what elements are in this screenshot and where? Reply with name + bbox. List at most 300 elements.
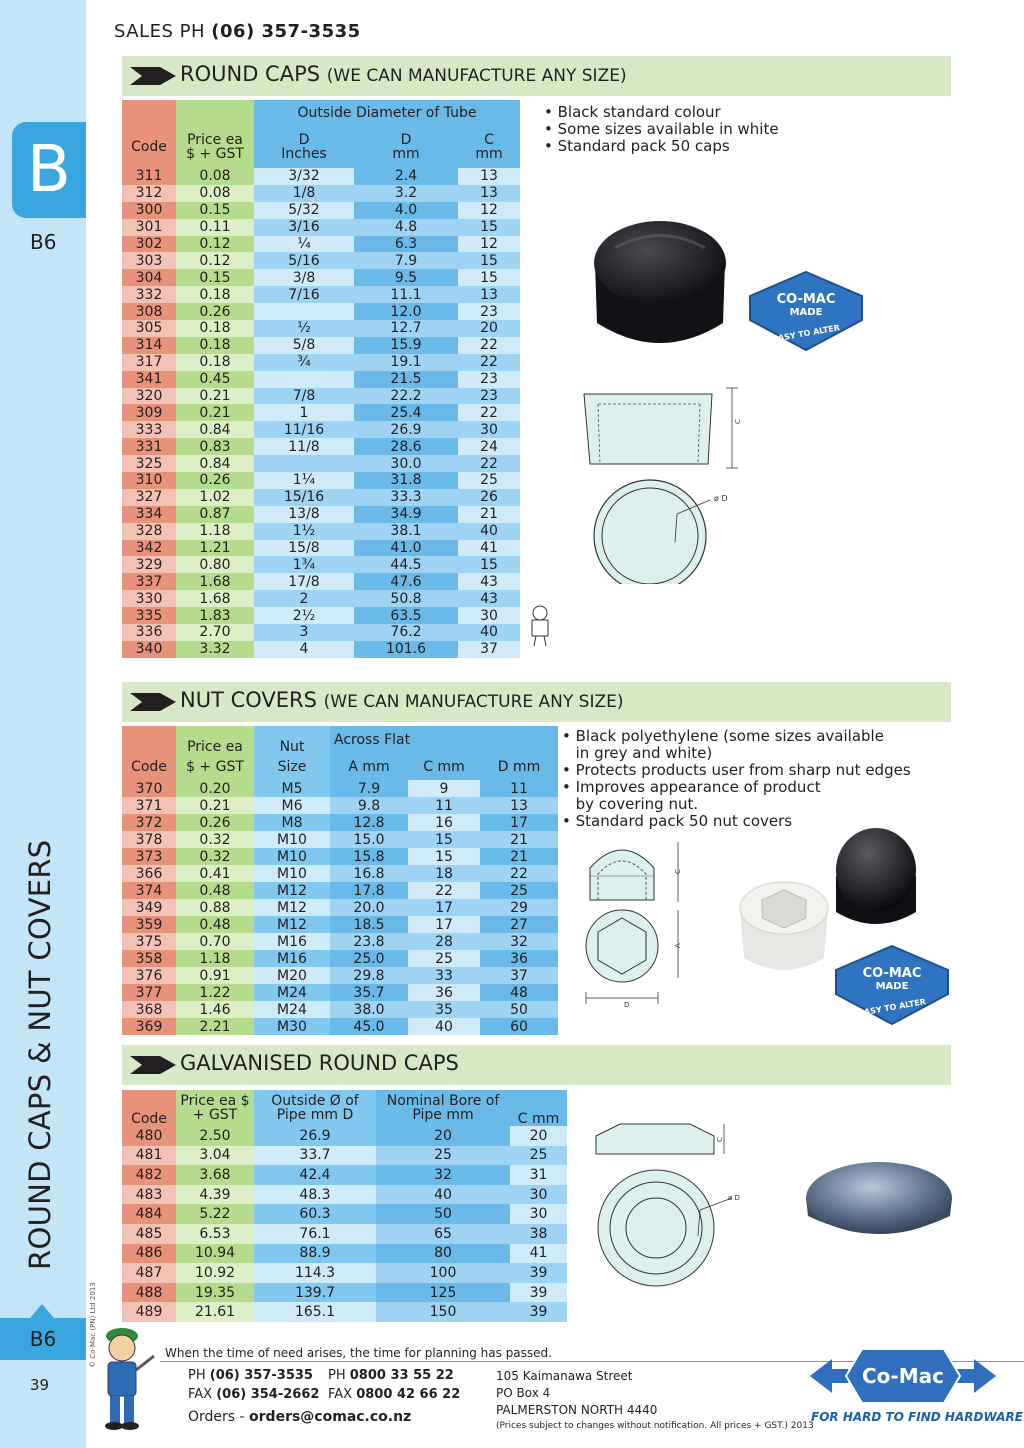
cell: 40 <box>376 1185 510 1205</box>
page-code-bottom: B6 <box>0 1318 86 1360</box>
cell: 11 <box>480 780 558 797</box>
table-row <box>122 814 558 831</box>
table-row <box>122 371 520 388</box>
cell: 374 <box>122 882 176 899</box>
galvanised-cap-photo <box>804 1158 954 1248</box>
cell: 35 <box>408 1001 480 1018</box>
cell: 328 <box>122 523 176 540</box>
cell: 0.84 <box>176 421 254 438</box>
cell: 38.0 <box>330 1001 408 1018</box>
cell: 0.83 <box>176 438 254 455</box>
cell: 22 <box>458 404 520 421</box>
cell: 28 <box>408 933 480 950</box>
round-caps-title: ROUND CAPS (WE CAN MANUFACTURE ANY SIZE) <box>180 62 627 86</box>
table-row <box>122 933 558 950</box>
cell: 6.3 <box>354 236 458 253</box>
cell: 22 <box>458 455 520 472</box>
round-caps-header <box>122 56 951 96</box>
header-c-mm: C mm <box>458 126 520 168</box>
arrow-right-icon <box>130 693 176 711</box>
cell: 37 <box>458 641 520 658</box>
cell: 310 <box>122 472 176 489</box>
cell: 37 <box>480 967 558 984</box>
table-row <box>122 219 520 236</box>
cell: 3.32 <box>176 641 254 658</box>
cell: 480 <box>122 1126 176 1146</box>
cell: 0.70 <box>176 933 254 950</box>
cell: 0.12 <box>176 252 254 269</box>
cell: 25.4 <box>354 404 458 421</box>
cell: 4.8 <box>354 219 458 236</box>
cell: 5.22 <box>176 1204 254 1224</box>
table-row <box>122 506 520 523</box>
cell: 36 <box>408 984 480 1001</box>
comac-made-badge <box>748 270 864 352</box>
table-row <box>122 1244 567 1264</box>
cell: 329 <box>122 556 176 573</box>
cell: 165.1 <box>254 1302 376 1322</box>
cell: 0.26 <box>176 303 254 320</box>
cell: 41 <box>458 540 520 557</box>
cell: 487 <box>122 1263 176 1283</box>
black-nut-cover-photo <box>832 826 920 930</box>
cell: 33 <box>408 967 480 984</box>
table-row <box>122 472 520 489</box>
bullet: • Protects products user from sharp nut edges <box>562 761 911 779</box>
cell: 376 <box>122 967 176 984</box>
cell: 0.15 <box>176 202 254 219</box>
cell: 12 <box>458 202 520 219</box>
cell: 23 <box>458 303 520 320</box>
cell: 63.5 <box>354 607 458 624</box>
header-code: Code <box>122 754 176 780</box>
cell: 13/8 <box>254 506 354 523</box>
round-caps-table <box>122 100 520 658</box>
cell: 314 <box>122 337 176 354</box>
cell: 31.8 <box>354 472 458 489</box>
cell: 41 <box>510 1244 567 1264</box>
table-row <box>122 1165 567 1185</box>
cell: 35.7 <box>330 984 408 1001</box>
cell: 0.12 <box>176 236 254 253</box>
cell: M12 <box>254 882 330 899</box>
table-row <box>122 236 520 253</box>
table-row <box>122 984 558 1001</box>
table-row <box>122 404 520 421</box>
cell: 10.92 <box>176 1263 254 1283</box>
table-row <box>122 1001 558 1018</box>
cell: 15 <box>408 848 480 865</box>
cell: 305 <box>122 320 176 337</box>
nut-cover-diagram <box>582 838 692 1008</box>
cell: 11/16 <box>254 421 354 438</box>
cell: 303 <box>122 252 176 269</box>
cell: M24 <box>254 1001 330 1018</box>
cell: 33.7 <box>254 1146 376 1166</box>
cell: M16 <box>254 950 330 967</box>
cell: 0.26 <box>176 814 254 831</box>
table-row <box>122 303 520 320</box>
cell: 309 <box>122 404 176 421</box>
cell: 45.0 <box>330 1018 408 1035</box>
cell: 0.15 <box>176 269 254 286</box>
table-row <box>122 1302 567 1322</box>
cell: 17 <box>408 899 480 916</box>
table-row <box>122 641 520 658</box>
cell: 125 <box>376 1283 510 1303</box>
svg-text:D: D <box>624 1001 630 1008</box>
cell <box>254 303 354 320</box>
cell: 50 <box>376 1204 510 1224</box>
cell: 0.18 <box>176 337 254 354</box>
cell: 20 <box>510 1126 567 1146</box>
cell: 88.9 <box>254 1244 376 1264</box>
table-row <box>122 388 520 405</box>
table-row <box>122 624 520 641</box>
bullet: • Standard pack 50 caps <box>544 137 730 155</box>
table-row <box>122 252 520 269</box>
header-price: Price ea $ + GST <box>176 1090 254 1126</box>
cell: 0.84 <box>176 455 254 472</box>
cell: M30 <box>254 1018 330 1035</box>
header-d-mm: D mm <box>480 754 558 780</box>
cell: 50.8 <box>354 590 458 607</box>
cell: 484 <box>122 1204 176 1224</box>
cell: 342 <box>122 540 176 557</box>
cell: 7.9 <box>330 780 408 797</box>
svg-text:C: C <box>716 1137 724 1142</box>
cell: 3/16 <box>254 219 354 236</box>
cell: 3.04 <box>176 1146 254 1166</box>
table-row <box>122 523 520 540</box>
comac-made-badge <box>834 944 950 1026</box>
cell: 330 <box>122 590 176 607</box>
cell: 60 <box>480 1018 558 1035</box>
cell: 3/8 <box>254 269 354 286</box>
svg-text:C: C <box>734 419 742 424</box>
header-price2: $ + GST <box>176 754 254 780</box>
galvanised-cap-diagram <box>590 1118 750 1298</box>
cell: 300 <box>122 202 176 219</box>
cell: 17.8 <box>330 882 408 899</box>
sales-phone-number: (06) 357-3535 <box>211 21 361 42</box>
table-row <box>122 1126 567 1146</box>
cell: 17 <box>480 814 558 831</box>
cell: 2 <box>254 590 354 607</box>
cell: 0.88 <box>176 899 254 916</box>
table-row <box>122 202 520 219</box>
cell: 375 <box>122 933 176 950</box>
cell: 1/8 <box>254 185 354 202</box>
cell: 2.50 <box>176 1126 254 1146</box>
cell: ¼ <box>254 236 354 253</box>
cell: 25 <box>376 1146 510 1166</box>
sales-phone <box>114 21 361 42</box>
table-row <box>122 354 520 371</box>
cell: 15 <box>458 219 520 236</box>
cell: 100 <box>376 1263 510 1283</box>
header-price: Price ea $ + GST <box>176 126 254 168</box>
cell: 1.02 <box>176 489 254 506</box>
cell: 15 <box>458 556 520 573</box>
cell: 18.5 <box>330 916 408 933</box>
cell: 334 <box>122 506 176 523</box>
sales-label: SALES PH <box>114 21 212 42</box>
table-row <box>122 1146 567 1166</box>
cell: 483 <box>122 1185 176 1205</box>
cell: 32 <box>480 933 558 950</box>
cell: 373 <box>122 848 176 865</box>
cell: 43 <box>458 573 520 590</box>
cell: 0.80 <box>176 556 254 573</box>
cell: 0.48 <box>176 882 254 899</box>
cell: 0.08 <box>176 168 254 185</box>
cell: 31 <box>510 1165 567 1185</box>
round-cap-photo <box>585 218 735 353</box>
header-nut2: Size <box>254 754 330 780</box>
copyright: © Co-Mac (PN) Ltd 2013 <box>89 1282 97 1368</box>
cell: 6.53 <box>176 1224 254 1244</box>
cell: 9.8 <box>330 797 408 814</box>
cell: 21.5 <box>354 371 458 388</box>
header-nominal-bore: Nominal Bore of Pipe mm <box>376 1090 510 1126</box>
cell: 38 <box>510 1224 567 1244</box>
cell: 19.1 <box>354 354 458 371</box>
cell: 9 <box>408 780 480 797</box>
cell: 1.83 <box>176 607 254 624</box>
cell: M8 <box>254 814 330 831</box>
cell: 486 <box>122 1244 176 1264</box>
cell: 40 <box>458 523 520 540</box>
svg-text:MADE: MADE <box>875 981 909 992</box>
cell: 0.20 <box>176 780 254 797</box>
cell: 10.94 <box>176 1244 254 1264</box>
cell: 25 <box>408 950 480 967</box>
cell: 369 <box>122 1018 176 1035</box>
cell: 22 <box>480 865 558 882</box>
cell: 0.21 <box>176 388 254 405</box>
cell: 312 <box>122 185 176 202</box>
phone: PH (06) 357-3535 <box>188 1368 313 1383</box>
nut-covers-bullets <box>562 728 911 830</box>
cell: 12.7 <box>354 320 458 337</box>
comac-logo <box>810 1345 996 1407</box>
table-row <box>122 797 558 814</box>
bullet: • Some sizes available in white <box>544 120 779 138</box>
table-row <box>122 882 558 899</box>
header-outside-diameter: Outside Diameter of Tube <box>254 100 520 126</box>
cell: 50 <box>480 1001 558 1018</box>
cell: 308 <box>122 303 176 320</box>
cell: 1.21 <box>176 540 254 557</box>
cell: 1.22 <box>176 984 254 1001</box>
section-tab: B <box>12 122 86 218</box>
cell: 13 <box>458 185 520 202</box>
page-number: 39 <box>30 1376 50 1394</box>
cell: 36 <box>480 950 558 967</box>
cell: 301 <box>122 219 176 236</box>
table-row <box>122 337 520 354</box>
cell: 488 <box>122 1283 176 1303</box>
cell: 377 <box>122 984 176 1001</box>
cell: 30 <box>510 1185 567 1205</box>
cell: 4.39 <box>176 1185 254 1205</box>
table-row <box>122 590 520 607</box>
cell: 15/8 <box>254 540 354 557</box>
cell: 40 <box>458 624 520 641</box>
cell: 21 <box>458 506 520 523</box>
cell: 48 <box>480 984 558 1001</box>
cell: 7/8 <box>254 388 354 405</box>
cell: 4 <box>254 641 354 658</box>
cell: 101.6 <box>354 641 458 658</box>
cell: 370 <box>122 780 176 797</box>
cell: 336 <box>122 624 176 641</box>
cell: 340 <box>122 641 176 658</box>
cell: 2½ <box>254 607 354 624</box>
cell: 372 <box>122 814 176 831</box>
cell <box>254 455 354 472</box>
cell: 26.9 <box>354 421 458 438</box>
cell: 19.35 <box>176 1283 254 1303</box>
cell: 333 <box>122 421 176 438</box>
table-row <box>122 556 520 573</box>
cell: 22 <box>408 882 480 899</box>
cell: 325 <box>122 455 176 472</box>
svg-text:Co-Mac: Co-Mac <box>862 1364 944 1388</box>
round-caps-bullets <box>544 104 779 155</box>
vertical-section-title: ROUND CAPS & NUT COVERS <box>23 839 57 1270</box>
cell: 25 <box>458 472 520 489</box>
cell: 7/16 <box>254 286 354 303</box>
table-row <box>122 1224 567 1244</box>
table-row <box>122 848 558 865</box>
address: 105 Kaimanawa Street PO Box 4 PALMERSTON NORTH 4440 <box>496 1369 658 1417</box>
cell: 0.18 <box>176 320 254 337</box>
cell: 32 <box>376 1165 510 1185</box>
bullet: • Improves appearance of product by covering nut. <box>562 778 821 813</box>
cell: 40 <box>408 1018 480 1035</box>
header-outside-diameter: Outside Ø of Pipe mm D <box>254 1090 376 1126</box>
cell: 48.3 <box>254 1185 376 1205</box>
cell: 33.3 <box>354 489 458 506</box>
phone-freephone: PH 0800 33 55 22 <box>328 1368 454 1383</box>
footer-quote: When the time of need arises, the time for planning has passed. <box>165 1346 552 1360</box>
cell: 378 <box>122 831 176 848</box>
cell: 20.0 <box>330 899 408 916</box>
table-row <box>122 1204 567 1224</box>
cell: 25.0 <box>330 950 408 967</box>
cell: 335 <box>122 607 176 624</box>
cell: M24 <box>254 984 330 1001</box>
cell: 3.2 <box>354 185 458 202</box>
cell: 1 <box>254 404 354 421</box>
cell: 25 <box>480 882 558 899</box>
cell: 26 <box>458 489 520 506</box>
prices-note: (Prices subject to changes without notification. All prices + GST.) 2013 <box>496 1421 814 1431</box>
cell: 5/32 <box>254 202 354 219</box>
table-row <box>122 185 520 202</box>
cell: 139.7 <box>254 1283 376 1303</box>
svg-text:CO-MAC: CO-MAC <box>776 292 836 307</box>
cell: 13 <box>458 168 520 185</box>
tagline: FOR HARD TO FIND HARDWARE <box>811 1410 1023 1424</box>
cell: 481 <box>122 1146 176 1166</box>
bullet: • Black polyethylene (some sizes available in grey and white) <box>562 727 884 762</box>
galvanised-caps-table <box>122 1090 567 1322</box>
cell: 114.3 <box>254 1263 376 1283</box>
cell: 7.9 <box>354 252 458 269</box>
cell: 0.18 <box>176 354 254 371</box>
bullet: • Black standard colour <box>544 103 721 121</box>
cell: 21.61 <box>176 1302 254 1322</box>
cell <box>254 371 354 388</box>
cell: 368 <box>122 1001 176 1018</box>
cell: 359 <box>122 916 176 933</box>
table-row <box>122 455 520 472</box>
cell: 371 <box>122 797 176 814</box>
cell: 3.68 <box>176 1165 254 1185</box>
cell: ½ <box>254 320 354 337</box>
cell: 30.0 <box>354 455 458 472</box>
cell: 1¾ <box>254 556 354 573</box>
galvanised-caps-header <box>122 1045 951 1085</box>
header-c-mm: C mm <box>510 1090 567 1126</box>
table-row <box>122 1263 567 1283</box>
header-code: Code <box>122 126 176 168</box>
svg-text:CO-MAC: CO-MAC <box>862 966 922 981</box>
cell: 366 <box>122 865 176 882</box>
cell: 12 <box>458 236 520 253</box>
cell: 65 <box>376 1224 510 1244</box>
orders-email[interactable]: Orders - orders@comac.co.nz <box>188 1409 412 1425</box>
cell: 1.46 <box>176 1001 254 1018</box>
cell: 15/16 <box>254 489 354 506</box>
cell: 39 <box>510 1263 567 1283</box>
table-row <box>122 1185 567 1205</box>
cell: 489 <box>122 1302 176 1322</box>
svg-text:A: A <box>674 943 682 948</box>
table-row <box>122 1018 558 1035</box>
table-row <box>122 320 520 337</box>
cell: 0.32 <box>176 831 254 848</box>
cell: 317 <box>122 354 176 371</box>
cell: ¾ <box>254 354 354 371</box>
cell: 1.68 <box>176 573 254 590</box>
cell: 11/8 <box>254 438 354 455</box>
cell: 12.0 <box>354 303 458 320</box>
table-row <box>122 865 558 882</box>
header-nut: Nut <box>254 726 330 754</box>
cell: 2.4 <box>354 168 458 185</box>
mascot-icon <box>92 1326 158 1430</box>
cell: 26.9 <box>254 1126 376 1146</box>
cell: 43 <box>458 590 520 607</box>
cell: 17/8 <box>254 573 354 590</box>
table-row <box>122 916 558 933</box>
cell: 4.0 <box>354 202 458 219</box>
cell: 29.8 <box>330 967 408 984</box>
cell: 23.8 <box>330 933 408 950</box>
cell: 28.6 <box>354 438 458 455</box>
cell: 304 <box>122 269 176 286</box>
cell: 30 <box>510 1204 567 1224</box>
cell: 0.87 <box>176 506 254 523</box>
cell: M16 <box>254 933 330 950</box>
cell: 23 <box>458 388 520 405</box>
cell: 320 <box>122 388 176 405</box>
cell: 76.1 <box>254 1224 376 1244</box>
